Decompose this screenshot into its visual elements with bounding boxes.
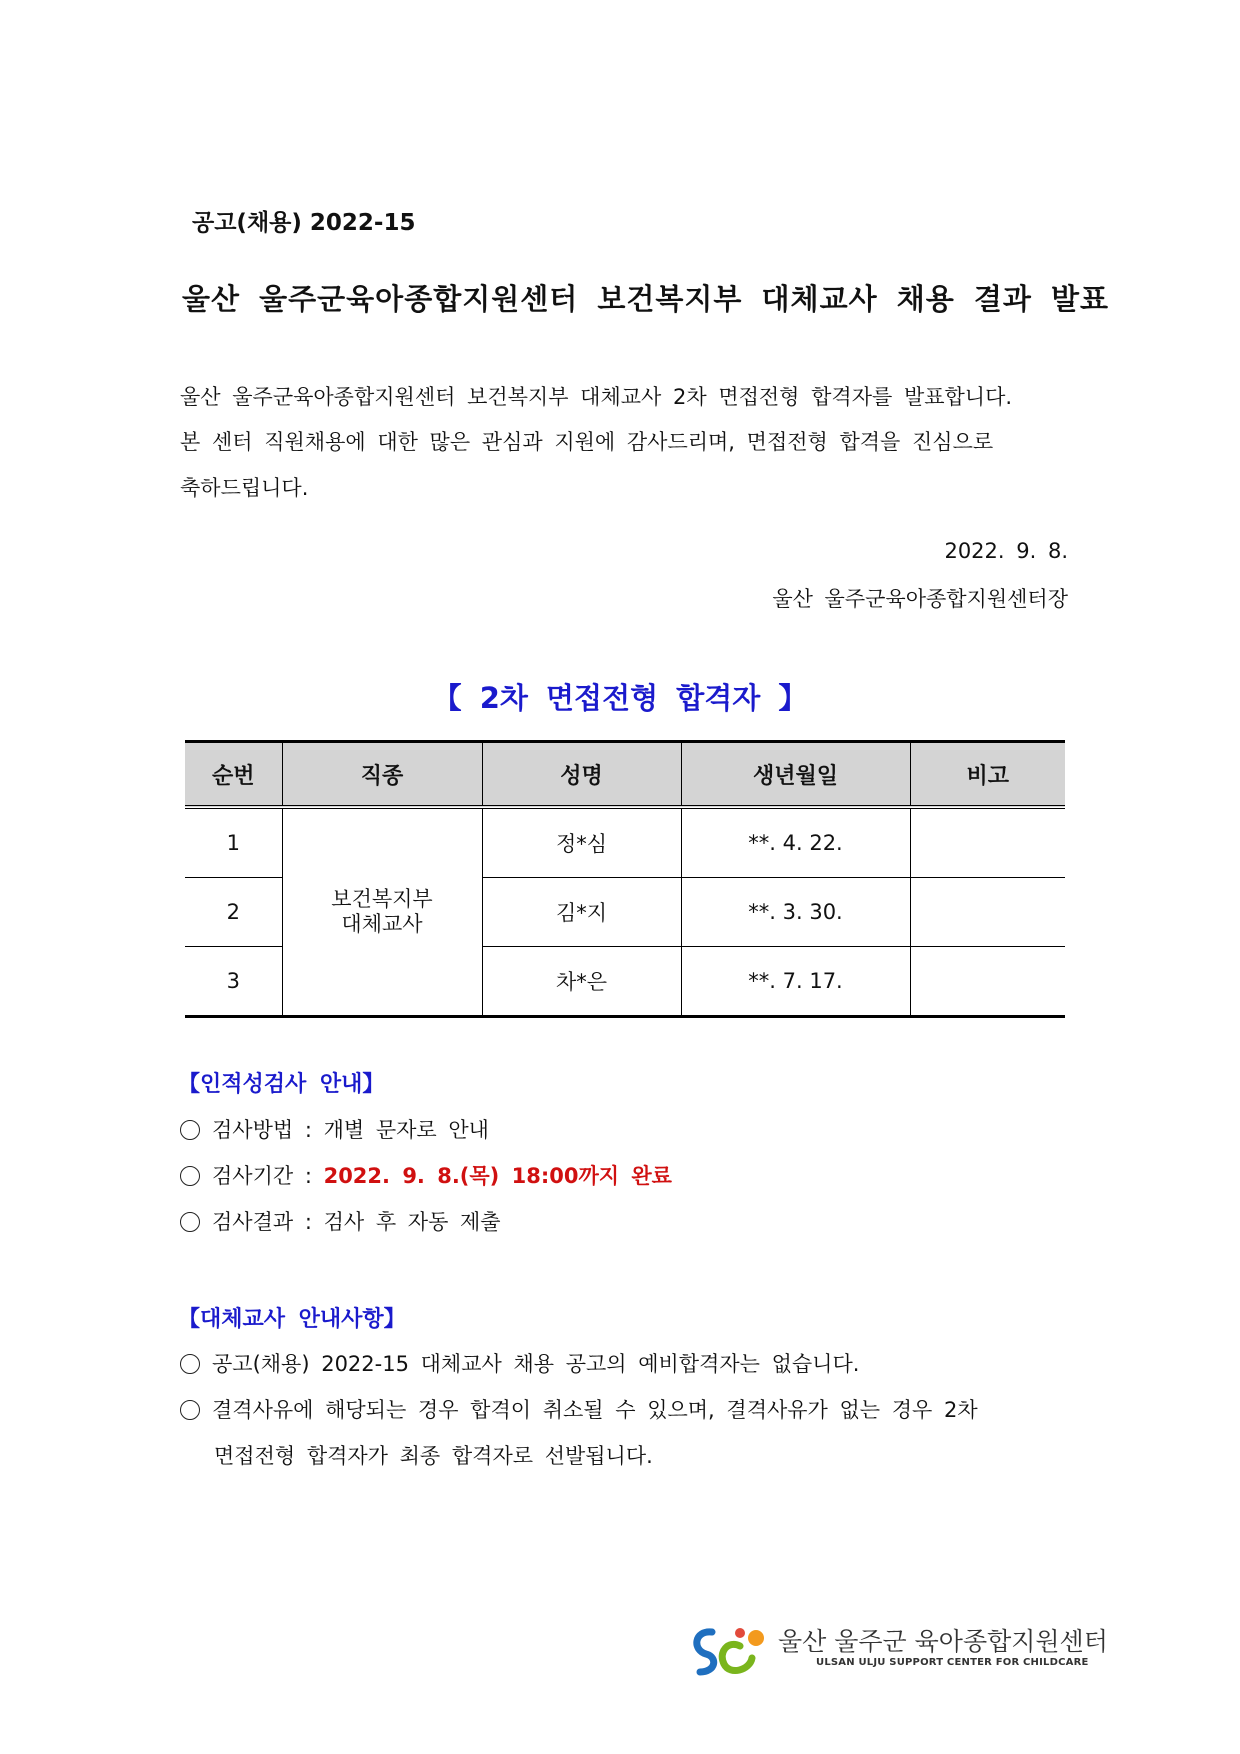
test-result-item bbox=[180, 1206, 501, 1236]
notice-number: 공고(채용) 2022-15 bbox=[192, 210, 416, 236]
section-title-passers: 【 2차 면접전형 합격자 】 bbox=[432, 681, 808, 715]
test-info-heading: 【인적성검사 안내】 bbox=[178, 1072, 385, 1097]
body-text-line: 축하드립니다. bbox=[180, 476, 309, 500]
cell-birthdate: **. 3. 30. bbox=[681, 878, 910, 947]
table-header-row bbox=[185, 742, 1065, 808]
substitute-info-continuation: 면접전형 합격자가 최종 합격자로 선발됩니다. bbox=[214, 1444, 653, 1468]
cell-name: 김*지 bbox=[482, 878, 681, 947]
document-title: 울산 울주군육아종합지원센터 보건복지부 대체교사 채용 결과 발표 bbox=[182, 282, 1109, 316]
test-result-text: 검사결과 : 검사 후 자동 제출 bbox=[212, 1210, 501, 1234]
cell-job-type bbox=[282, 807, 482, 1017]
substitute-info-item bbox=[180, 1348, 859, 1378]
circle-bullet-icon bbox=[180, 1166, 200, 1186]
circle-bullet-icon bbox=[180, 1354, 200, 1374]
document-signer: 울산 울주군육아종합지원센터장 bbox=[772, 587, 1068, 611]
column-header: 순번 bbox=[185, 742, 282, 808]
job-type-line: 보건복지부 bbox=[331, 887, 433, 911]
cell-number: 3 bbox=[185, 947, 282, 1017]
circle-bullet-icon bbox=[180, 1212, 200, 1232]
test-period-item bbox=[180, 1160, 672, 1190]
passer-table bbox=[185, 740, 1065, 1018]
cell-note bbox=[910, 947, 1065, 1017]
test-method-item bbox=[180, 1114, 489, 1144]
center-logo-icon bbox=[690, 1624, 770, 1680]
body-text-line: 울산 울주군육아종합지원센터 보건복지부 대체교사 2차 면접전형 합격자를 발표합니다. bbox=[180, 385, 1013, 409]
center-logo bbox=[690, 1622, 1108, 1682]
cell-birthdate: **. 7. 17. bbox=[681, 947, 910, 1017]
logo-name-text: 울산 울주군 육아종합지원센터 bbox=[778, 1627, 1108, 1656]
substitute-info-heading: 【대체교사 안내사항】 bbox=[178, 1307, 406, 1332]
column-header: 비고 bbox=[910, 742, 1065, 808]
column-header: 직종 bbox=[282, 742, 482, 808]
test-period-label: 검사기간 : bbox=[212, 1164, 324, 1188]
cell-number: 2 bbox=[185, 878, 282, 947]
column-header: 생년월일 bbox=[681, 742, 910, 808]
circle-bullet-icon bbox=[180, 1120, 200, 1140]
circle-bullet-icon bbox=[180, 1400, 200, 1420]
cell-number: 1 bbox=[185, 807, 282, 878]
document-date: 2022. 9. 8. bbox=[944, 539, 1068, 563]
column-header: 성명 bbox=[482, 742, 681, 808]
substitute-info-item bbox=[180, 1394, 978, 1424]
cell-birthdate: **. 4. 22. bbox=[681, 807, 910, 878]
cell-name: 정*심 bbox=[482, 807, 681, 878]
job-type-line: 대체교사 bbox=[341, 912, 423, 936]
table-row bbox=[185, 807, 1065, 878]
cell-name: 차*은 bbox=[482, 947, 681, 1017]
substitute-info-text: 결격사유에 해당되는 경우 합격이 취소될 수 있으며, 결격사유가 없는 경우 2차 bbox=[212, 1398, 978, 1422]
test-method-text: 검사방법 : 개별 문자로 안내 bbox=[212, 1118, 489, 1142]
cell-note bbox=[910, 878, 1065, 947]
test-period-value: 2022. 9. 8.(목) 18:00까지 완료 bbox=[323, 1164, 672, 1188]
logo-english-text: ULSAN ULJU SUPPORT CENTER FOR CHILDCARE bbox=[816, 1657, 1089, 1668]
cell-note bbox=[910, 807, 1065, 878]
body-text-line: 본 센터 직원채용에 대한 많은 관심과 지원에 감사드리며, 면접전형 합격을 진심으로 bbox=[180, 430, 994, 454]
substitute-info-text: 공고(채용) 2022-15 대체교사 채용 공고의 예비합격자는 없습니다. bbox=[212, 1352, 860, 1376]
